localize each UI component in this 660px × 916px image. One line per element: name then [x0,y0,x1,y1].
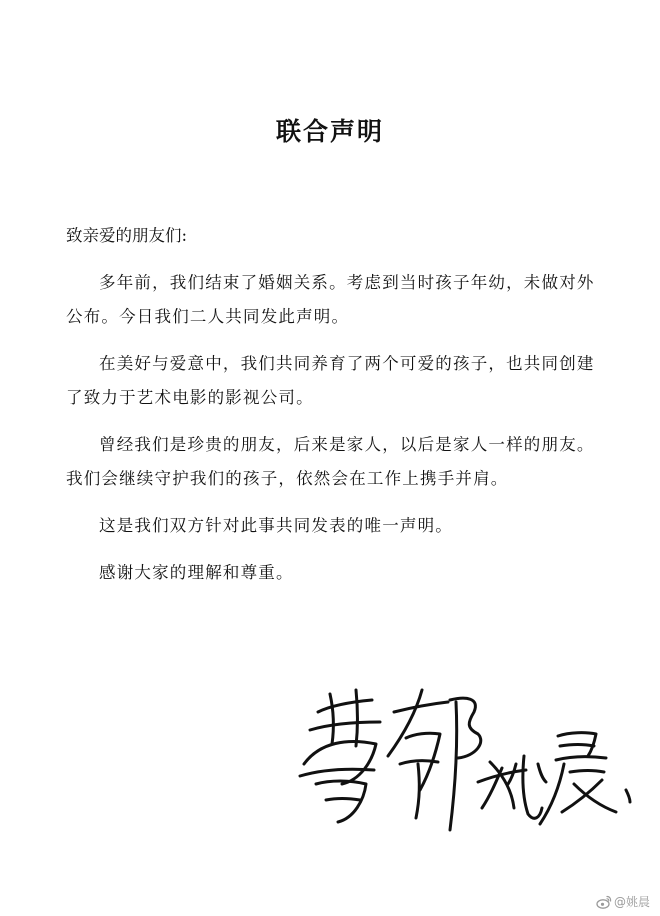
paragraph-4: 这是我们双方针对此事共同发表的唯一声明。 [99,516,453,535]
weibo-watermark [596,893,650,910]
document-body [66,219,606,603]
paragraph-2: 在美好与爱意中，我们共同养育了两个可爱的孩子，也共同创建了致力于艺术电影的影视公司。 [66,354,595,407]
paragraph-1: 多年前，我们结束了婚姻关系。考虑到当时孩子年幼，未做对外公布。今日我们二人共同发此声明。 [66,273,595,326]
document-title: 联合声明 [275,117,384,146]
handwritten-signature [290,672,640,842]
paragraph-5: 感谢大家的理解和尊重。 [99,563,294,582]
watermark-text: @姚晨 [613,895,650,909]
weibo-icon [596,894,612,910]
paragraph-3: 曾经我们是珍贵的朋友，后来是家人，以后是家人一样的朋友。我们会继续守护我们的孩子，依然会在工作上携手并肩。 [66,435,595,488]
salutation: 致亲爱的朋友们: [66,226,188,245]
